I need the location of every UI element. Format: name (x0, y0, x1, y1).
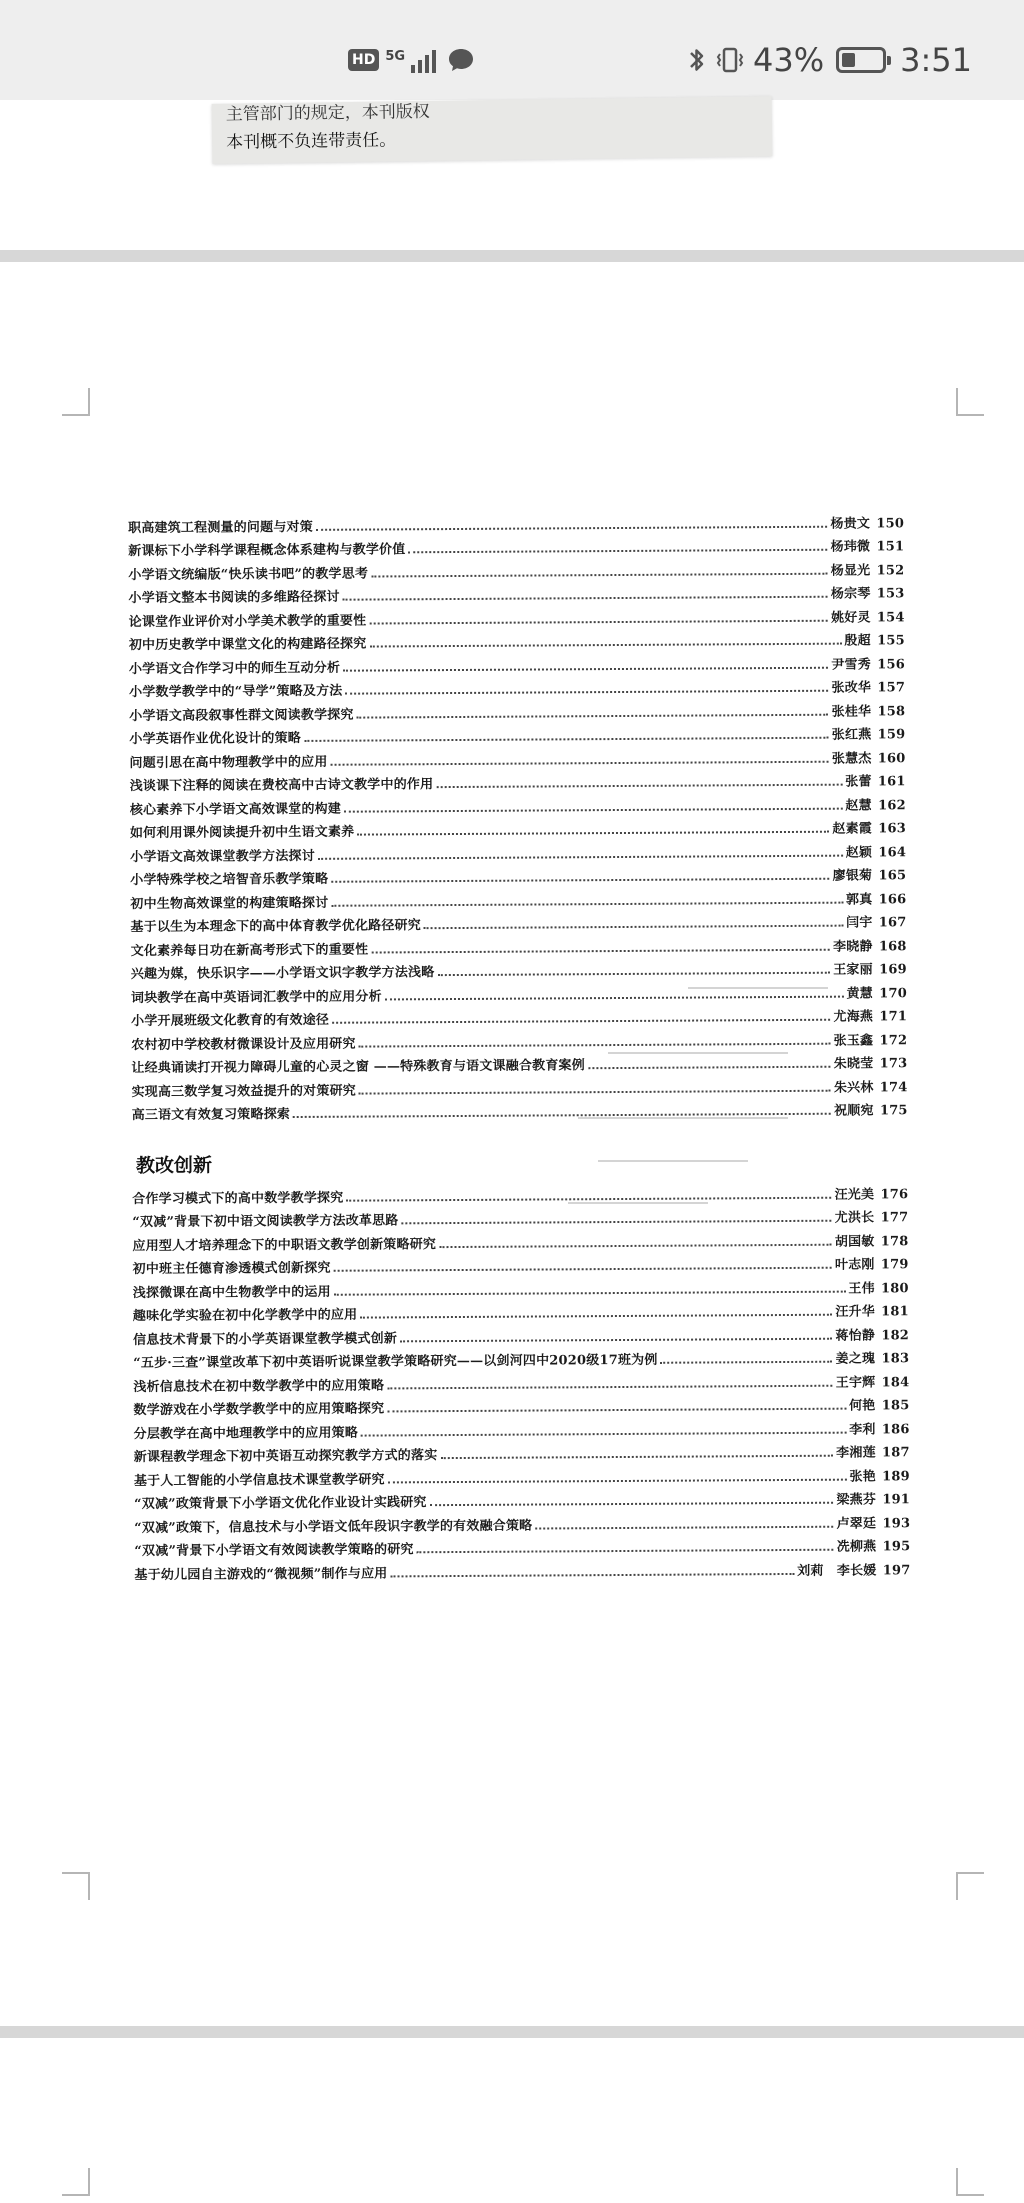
toc-entry-page-number: 166 (878, 891, 907, 907)
toc-dot-leader (293, 1113, 831, 1118)
toc-entry-author: 赵素霞 (832, 821, 872, 837)
toc-entry-title: 实现高三数学复习效益提升的对策研究 (131, 1083, 356, 1100)
toc-entry-title: 小学语文整本书阅读的多维路径探讨 (128, 589, 340, 606)
toc-entry-title: 浅谈课下注释的阅读在费校高中古诗文教学中的作用 (129, 777, 434, 794)
toc-dot-leader (430, 1502, 834, 1506)
toc-dot-leader (334, 1290, 846, 1295)
toc-entry-page-number: 184 (881, 1374, 910, 1390)
toc-entry-page-number: 193 (882, 1515, 911, 1531)
toc-dot-leader (357, 713, 829, 718)
toc-entry-title: 小学英语作业优化设计的策略 (129, 730, 302, 747)
toc-entry-page-number: 189 (882, 1468, 910, 1484)
toc-entry-page-number: 162 (878, 797, 906, 813)
toc-dot-leader (371, 948, 830, 953)
toc-entry-page-number: 157 (877, 680, 906, 696)
toc-entry-author: 姜之瑰 (835, 1351, 876, 1367)
toc-entry-author: 杨显光 (830, 562, 871, 579)
toc-entry-author: 杨宗琴 (830, 586, 871, 602)
toc-list-part2 (132, 1178, 910, 1582)
toc-entry-author: 李湘莲 (836, 1445, 876, 1461)
toc-entry-author: 尤海燕 (833, 1009, 874, 1025)
toc-entry-title: 小学语文高段叙事性群文阅读教学探究 (129, 707, 354, 724)
toc-entry-page-number: 156 (877, 656, 905, 672)
page-corner-mark (62, 1872, 90, 1900)
page-corner-mark (62, 2168, 90, 2196)
toc-dot-leader (439, 1243, 832, 1247)
toc-entry-page-number: 158 (877, 703, 906, 719)
toc-entry-page-number: 197 (882, 1562, 911, 1578)
toc-entry-title: 小学特殊学校之培智音乐教学策略 (130, 871, 329, 888)
toc-dot-leader (387, 1408, 846, 1413)
toc-dot-leader (371, 572, 828, 577)
bluetooth-icon (687, 44, 707, 76)
toc-entry-title: 初中生物高效课堂的构建策略探讨 (130, 895, 329, 912)
page-corner-mark (956, 1872, 984, 1900)
toc-entry-page-number: 177 (880, 1210, 909, 1226)
toc-entry-title: 让经典诵读打开视力障碍儿童的心灵之窗 ——特殊教育与语文课融合教育案例 (131, 1058, 585, 1076)
toc-entry-title: 文化素养每日功在新高考形式下的重要性 (130, 942, 369, 959)
toc-dot-leader (318, 854, 843, 859)
toc-entry-title: 小学开展班级文化教育的有效途径 (131, 1012, 330, 1029)
toc-entry-page-number: 173 (879, 1056, 908, 1072)
toc-dot-leader (385, 995, 844, 1000)
toc-entry-title: 小学语文统编版“快乐读书吧”的教学思考 (128, 566, 369, 583)
toc-entry-author: 张蕾 (845, 774, 872, 790)
toc-entry-author: 张慧杰 (831, 750, 872, 767)
toc-entry-page-number: 186 (881, 1421, 910, 1437)
toc-dot-leader (331, 760, 829, 765)
toc-entry-page-number: 191 (882, 1492, 911, 1508)
toc-dot-leader (346, 1196, 831, 1201)
toc-dot-leader (359, 1089, 831, 1094)
chat-bubble-icon (446, 45, 476, 75)
battery-level-fill (842, 53, 855, 67)
toc-entry-page-number: 185 (881, 1398, 910, 1414)
toc-list-part1 (128, 507, 908, 1123)
toc-dot-leader (304, 737, 829, 742)
toc-dot-leader (369, 643, 841, 648)
toc-entry-page-number: 168 (878, 938, 907, 954)
toc-entry-page-number: 161 (877, 774, 906, 790)
toc-entry-title: “双减”政策背景下小学语文优化作业设计实践研究 (134, 1495, 427, 1512)
previous-page-scan (212, 96, 773, 164)
toc-entry-author: 李晓静 (833, 938, 873, 955)
toc-entry-page-number: 169 (879, 962, 907, 978)
toc-entry-title: “五步·三查”课堂改革下初中英语听说课堂教学策略研究——以剑河四中2020级17班为例 (133, 1352, 658, 1371)
toc-dot-leader (436, 784, 842, 788)
toc-dot-leader (661, 1361, 833, 1364)
section-heading: 教改创新 (135, 1154, 213, 1177)
toc-entry-author: 胡国敏 (834, 1233, 875, 1250)
toc-entry-page-number: 172 (879, 1032, 908, 1048)
toc-entry-author: 冼柳燕 (836, 1539, 877, 1555)
toc-entry-page-number: 181 (881, 1304, 909, 1320)
toc-entry (134, 1554, 910, 1582)
toc-entry-page-number: 180 (880, 1280, 909, 1296)
toc-entry-page-number: 175 (879, 1103, 908, 1119)
toc-entry-author: 汪升华 (835, 1304, 875, 1320)
page-corner-mark (62, 388, 90, 416)
status-bar (0, 0, 1024, 100)
toc-entry-title: 如何利用课外阅读提升初中生语文素养 (129, 824, 355, 841)
toc-entry-title: 新课标下小学科学课程概念体系建构与教学价值 (128, 542, 406, 559)
toc-entry-author: 廖银菊 (832, 868, 873, 884)
toc-entry-author: 叶志刚 (834, 1257, 875, 1273)
toc-entry-author: 蒋怡静 (835, 1327, 876, 1344)
status-right-group (687, 40, 972, 80)
toc-entry-title: 基于人工智能的小学信息技术课堂教学研究 (133, 1471, 385, 1489)
toc-entry-title: 新课程教学理念下初中英语互动探究教学方式的落实 (133, 1448, 438, 1465)
clock-time: 3:51 (900, 41, 972, 79)
toc-entry-author: 郭真 (845, 891, 873, 908)
next-page-fragment (0, 2040, 1024, 2203)
toc-entry-title: 趣味化学实验在初中化学教学中的应用 (132, 1307, 358, 1324)
toc-dot-leader (437, 972, 830, 976)
toc-dot-leader (408, 549, 827, 554)
toc-entry-page-number: 179 (880, 1257, 909, 1273)
toc-entry-page-number: 160 (877, 750, 906, 766)
battery-icon (836, 47, 886, 73)
toc-entry-title: 高三语文有效复习策略探索 (131, 1107, 291, 1123)
toc-dot-leader (331, 878, 829, 883)
toc-entry-author: 王伟 (848, 1280, 875, 1297)
toc-dot-leader (345, 690, 828, 695)
toc-dot-leader (331, 901, 843, 906)
toc-entry-author: 王家丽 (833, 962, 873, 978)
vibrate-icon (715, 44, 745, 76)
toc-dot-leader (344, 807, 842, 812)
page-divider (0, 250, 1024, 262)
toc-entry-title: 初中历史教学中课堂文化的构建路径探究 (128, 636, 367, 653)
toc-dot-leader (343, 666, 828, 671)
toc-entry-author: 黄慧 (846, 985, 874, 1002)
toc-entry-author: 朱兴林 (833, 1079, 874, 1096)
toc-entry-author: 刘莉 李长媛 (797, 1562, 877, 1579)
toc-entry-title: 小学数学教学中的“导学”策略及方法 (129, 683, 343, 700)
toc-entry-title: 基于以生为本理念下的高中体育教学优化路径研究 (130, 918, 421, 935)
page-corner-mark (956, 2168, 984, 2196)
toc-entry-author: 闫宇 (846, 915, 873, 931)
toc-entry-title: 基于幼儿园自主游戏的“微视频”制作与应用 (134, 1565, 388, 1583)
toc-entry-title: 核心素养下小学语文高效课堂的构建 (129, 801, 342, 818)
previous-page-partial-line: 主管部门的规定，本刊版权 (225, 101, 430, 125)
toc-entry-author: 何艳 (849, 1398, 876, 1414)
toc-entry-page-number: 150 (876, 515, 905, 531)
toc-dot-leader (535, 1525, 833, 1529)
toc-entry-author: 朱晓莹 (833, 1056, 874, 1072)
toc-entry-author: 杨玮微 (830, 539, 871, 555)
toc-entry-author: 张玉鑫 (833, 1032, 874, 1049)
toc-entry-page-number: 165 (878, 868, 907, 884)
toc-dot-leader (440, 1455, 833, 1459)
toc-entry-title: “双减”政策下，信息技术与小学语文低年段识字教学的有效融合策略 (134, 1518, 533, 1536)
toc-dot-leader (332, 1019, 830, 1024)
toc-entry-author: 汪光美 (834, 1186, 875, 1203)
toc-entry-title: 问题引思在高中物理教学中的应用 (129, 754, 328, 771)
toc-entry-title: 分层教学在高中地理教学中的应用策略 (133, 1425, 359, 1442)
previous-page-fragment (0, 100, 1024, 250)
toc-dot-leader (334, 1267, 832, 1272)
signal-icon (411, 47, 436, 73)
toc-entry-author: 殷超 (844, 633, 871, 649)
toc-entry-author: 张艳 (849, 1468, 876, 1485)
toc-dot-leader (369, 619, 828, 624)
toc-entry-page-number: 195 (882, 1539, 911, 1555)
page-divider (0, 2026, 1024, 2038)
toc-dot-leader (387, 1384, 833, 1389)
toc-dot-leader (343, 596, 828, 601)
toc-entry-author: 李利 (849, 1421, 876, 1438)
toc-entry-page-number: 182 (881, 1327, 910, 1343)
page-corner-mark (956, 388, 984, 416)
toc-entry-page-number: 167 (878, 915, 907, 931)
toc-entry-author: 张改华 (831, 680, 872, 696)
toc-entry-page-number: 178 (880, 1233, 909, 1249)
toc-entry-title: 数学游戏在小学数学教学中的应用策略探究 (133, 1401, 385, 1418)
toc-dot-leader (417, 1549, 834, 1554)
toc-dot-leader (388, 1478, 847, 1483)
toc-entry-page-number: 164 (878, 844, 907, 860)
toc-entry-title: 小学语文高效课堂教学方法探讨 (130, 848, 315, 865)
hd-icon: HD (348, 49, 379, 71)
network-type-label: 5G (385, 48, 406, 64)
toc-entry-page-number: 159 (877, 727, 906, 743)
toc-entry-author: 赵慧 (845, 797, 872, 814)
toc-entry-title: 词块教学在高中英语词汇教学中的应用分析 (130, 988, 382, 1006)
toc-entry-author: 姚好灵 (831, 609, 871, 626)
toc-entry-title: 合作学习模式下的高中数学教学探究 (132, 1190, 344, 1207)
toc-content (128, 507, 911, 1582)
toc-dot-leader (357, 831, 829, 836)
toc-entry-title: 兴趣为媒，快乐识字——小学语文识字教学方法浅略 (130, 965, 435, 982)
toc-entry-title: 浅析信息技术在初中数学教学中的应用策略 (133, 1377, 385, 1395)
toc-entry-title: 信息技术背景下的小学英语课堂教学模式创新 (133, 1330, 398, 1348)
toc-entry-title: 应用型人才培养理念下的中职语文教学创新策略研究 (132, 1236, 437, 1254)
toc-dot-leader (402, 1220, 832, 1225)
previous-page-last-line: 本刊概不负连带责任。 (226, 130, 397, 153)
toc-entry-title: 浅探微课在高中生物教学中的运用 (132, 1284, 331, 1301)
toc-entry-title: 职高建筑工程测量的问题与对策 (128, 519, 313, 536)
toc-entry-page-number: 174 (879, 1079, 908, 1095)
toc-entry-page-number: 153 (876, 586, 905, 602)
toc-dot-leader (359, 1042, 831, 1047)
toc-dot-leader (361, 1431, 846, 1436)
toc-entry-author: 尤洪长 (834, 1210, 875, 1226)
toc-entry-title: 论课堂作业评价对小学美术教学的重要性 (128, 613, 367, 630)
toc-entry-page-number: 187 (881, 1445, 910, 1461)
toc-entry-page-number: 163 (878, 821, 906, 837)
toc-entry-author: 张红燕 (831, 727, 872, 743)
toc-entry-page-number: 152 (876, 562, 905, 578)
toc-dot-leader (390, 1572, 794, 1576)
toc-entry (132, 1095, 908, 1123)
scanned-toc-page (128, 512, 911, 1620)
toc-entry-title: 农村初中学校教材微课设计及应用研究 (131, 1036, 356, 1053)
toc-entry-page-number: 151 (876, 539, 905, 555)
toc-entry-author: 祝顺宛 (834, 1103, 874, 1119)
toc-entry-title: 小学语文合作学习中的师生互动分析 (128, 660, 341, 677)
toc-dot-leader (360, 1314, 832, 1319)
toc-entry-author: 尹雪秀 (831, 656, 871, 673)
toc-entry-page-number: 154 (876, 609, 905, 625)
toc-dot-leader (588, 1066, 831, 1069)
toc-entry-page-number: 183 (881, 1351, 910, 1367)
toc-entry-author: 王宇辉 (835, 1374, 876, 1391)
toc-entry-title: “双减”背景下初中语文阅读教学方法改革思路 (132, 1213, 399, 1230)
toc-entry-page-number: 170 (879, 985, 908, 1001)
toc-entry-title: 初中班主任德育渗透模式创新探究 (132, 1260, 331, 1277)
toc-entry-author: 卢翠廷 (836, 1515, 877, 1532)
toc-entry-author: 梁燕芬 (836, 1492, 877, 1508)
toc-entry-author: 杨贵文 (830, 515, 871, 532)
toc-entry-author: 张桂华 (831, 703, 872, 720)
toc-entry-page-number: 155 (877, 633, 905, 649)
toc-dot-leader (424, 925, 843, 930)
toc-entry-page-number: 176 (880, 1186, 909, 1202)
toc-dot-leader (316, 525, 828, 530)
toc-entry-title: “双减”背景下小学语文有效阅读教学策略的研究 (134, 1542, 414, 1559)
status-left-group (348, 44, 476, 76)
battery-percent: 43% (753, 41, 825, 79)
toc-entry-author: 赵颖 (845, 844, 873, 861)
toc-entry-page-number: 171 (879, 1009, 908, 1025)
toc-dot-leader (400, 1337, 832, 1342)
